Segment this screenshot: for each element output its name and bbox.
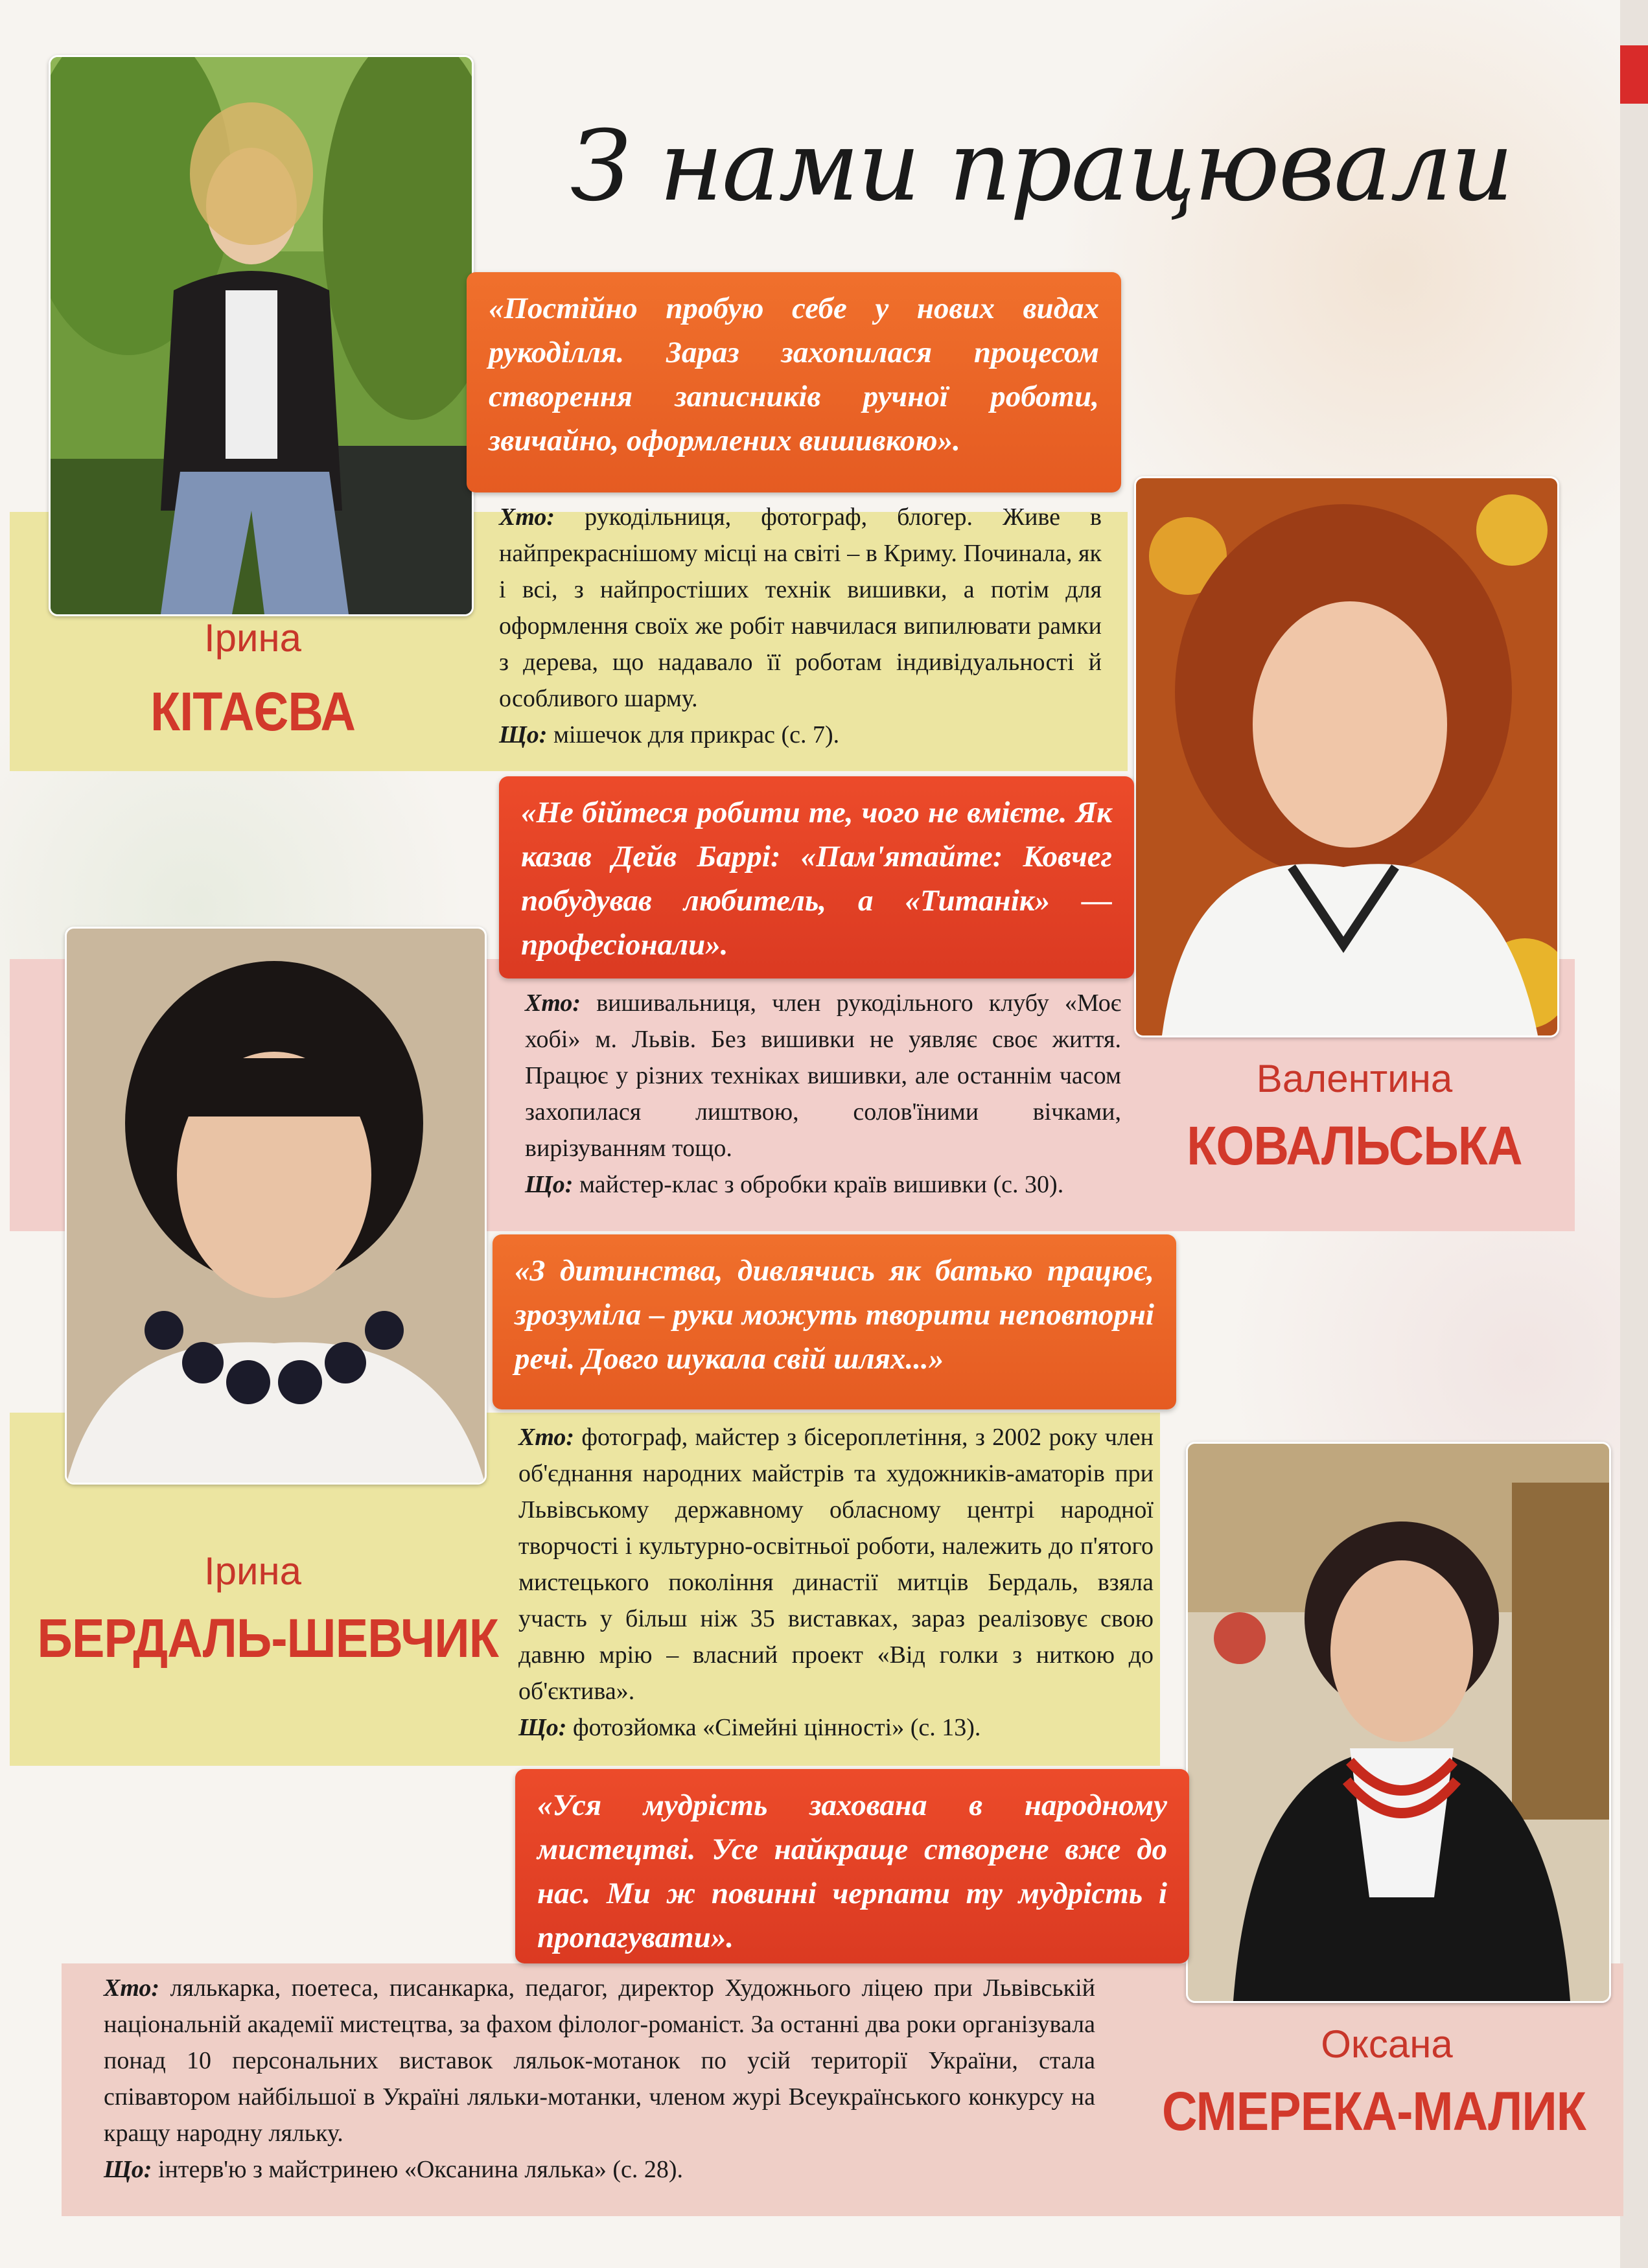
- photo-berdal-shevchyk: [65, 927, 487, 1485]
- quote-kitaeva: «Постійно пробую себе у нових видах рукоділля. Зараз захопилася процесом створення записників ручної роботи, звичайно, оформлених вишивкою».: [467, 272, 1121, 492]
- who-text-kovalska: вишивальниця, член рукодільного клубу «Моє хобі» м. Львів. Без вишивки не уявляє своє життя. Працює у різних техніках вишивки, але останнім часом захопилася лиштвою, солов'їними вічками, вирізуванням тощо.: [525, 989, 1122, 1162]
- who-label: Хто:: [518, 1424, 575, 1451]
- first-name-smereka-malyk: Оксана: [1321, 2022, 1453, 2066]
- first-name-berdal-shevchyk: Ірина: [203, 1549, 302, 1593]
- who-label: Хто:: [525, 989, 581, 1017]
- last-name-kitaeva: КІТАЄВА: [150, 681, 356, 742]
- bio-who-berdal-shevchyk: [518, 1419, 1154, 1709]
- quote-smereka-malyk: «Уся мудрість захована в народному мистецтві. Усе найкраще створене вже до нас. Ми ж повинні черпати ту мудрість і пропагувати».: [515, 1769, 1189, 1963]
- bio-kovalska: [525, 985, 1121, 1203]
- photo-smereka-malyk: [1186, 1442, 1611, 2003]
- quote-kovalska: «Не бійтеся робити те, чого не вмієте. Як казав Дейв Баррі: «Пам'ятайте: Ковчег побудував любитель, а «Титанік» — професіонали».: [499, 776, 1134, 978]
- page-title: З нами працювали: [570, 110, 1513, 223]
- who-text-smereka-malyk: лялькарка, поетеса, писанкарка, педагог, директор Художнього ліцею при Львівській національній академії мистецтва, за фахом філолог-романіст. За останні два роки організувала понад 10 персональних виставок ляльок-мотанок по усій території України, стала співавтором найбільшої в Україні ляльки-мотанки, членом журі Всеукраїнського конкурсу на кращу народну ляльку.: [104, 1974, 1095, 2147]
- bio-what-kovalska: [525, 1166, 1121, 1203]
- bio-who-kovalska: [525, 985, 1121, 1166]
- what-label: Що:: [499, 721, 548, 748]
- who-label: Хто:: [104, 1974, 160, 2002]
- bio-berdal-shevchyk: [518, 1419, 1154, 1746]
- first-name-kovalska: Валентина: [1256, 1057, 1453, 1100]
- quote-berdal-shevchyk: «З дитинства, дивлячись як батько працює, зрозуміла – руки можуть творити неповторні речі. Довго шукала свій шлях...»: [493, 1234, 1176, 1409]
- what-label: Що:: [104, 2156, 152, 2183]
- bio-who-smereka-malyk: [104, 1970, 1095, 2151]
- what-text-berdal-shevchyk: фотозйомка «Сімейні цінності» (с. 13).: [572, 1714, 981, 1741]
- page-edge-tab: [1620, 0, 1648, 2268]
- last-name-kovalska: КОВАЛЬСЬКА: [1187, 1115, 1522, 1176]
- who-text-berdal-shevchyk: фотограф, майстер з бісероплетіння, з 2002 року член об'єднання народних майстрів та художників-аматорів при Львівському державному обласному центрі народної творчості і культурно-освітньої роботи, належить до п'ятого мистецького покоління династії митців Бердаль, взяла участь у більш ніж 35 виставках, зараз реалізовує свою давню мрію – власний проект «Від голки з ниткою до об'єктива».: [518, 1424, 1154, 1705]
- who-text-kitaeva: рукодільниця, фотограф, блогер. Живе в найпрекраснішому місці на світі – в Криму. Починала, як і всі, з найпростіших технік вишивки, а потім для оформлення своїх же робіт навчилася випилювати рамки з дерева, що надавало її роботам індивідуальності й особливого шарму.: [499, 503, 1102, 712]
- what-text-kitaeva: мішечок для прикрас (с. 7).: [553, 721, 840, 748]
- bio-smereka-malyk: [104, 1970, 1095, 2188]
- bio-what-smereka-malyk: [104, 2151, 1095, 2188]
- last-name-smereka-malyk: СМЕРЕКА-МАЛИК: [1161, 2081, 1586, 2142]
- what-text-smereka-malyk: інтерв'ю з майстринею «Оксанина лялька» (с. 28).: [157, 2156, 684, 2183]
- what-label: Що:: [525, 1171, 574, 1198]
- bio-what-berdal-shevchyk: [518, 1709, 1154, 1746]
- what-label: Що:: [518, 1714, 567, 1741]
- bio-what-kitaeva: [499, 717, 1102, 753]
- who-label: Хто:: [499, 503, 555, 531]
- first-name-kitaeva: Ірина: [203, 616, 302, 660]
- last-name-berdal-shevchyk: БЕРДАЛЬ-ШЕВЧИК: [37, 1608, 498, 1669]
- photo-kovalska: [1134, 476, 1559, 1037]
- photo-kitaeva: [49, 55, 474, 616]
- bio-kitaeva: [499, 499, 1102, 753]
- bio-who-kitaeva: [499, 499, 1102, 717]
- what-text-kovalska: майстер-клас з обробки країв вишивки (с. 30).: [579, 1171, 1064, 1198]
